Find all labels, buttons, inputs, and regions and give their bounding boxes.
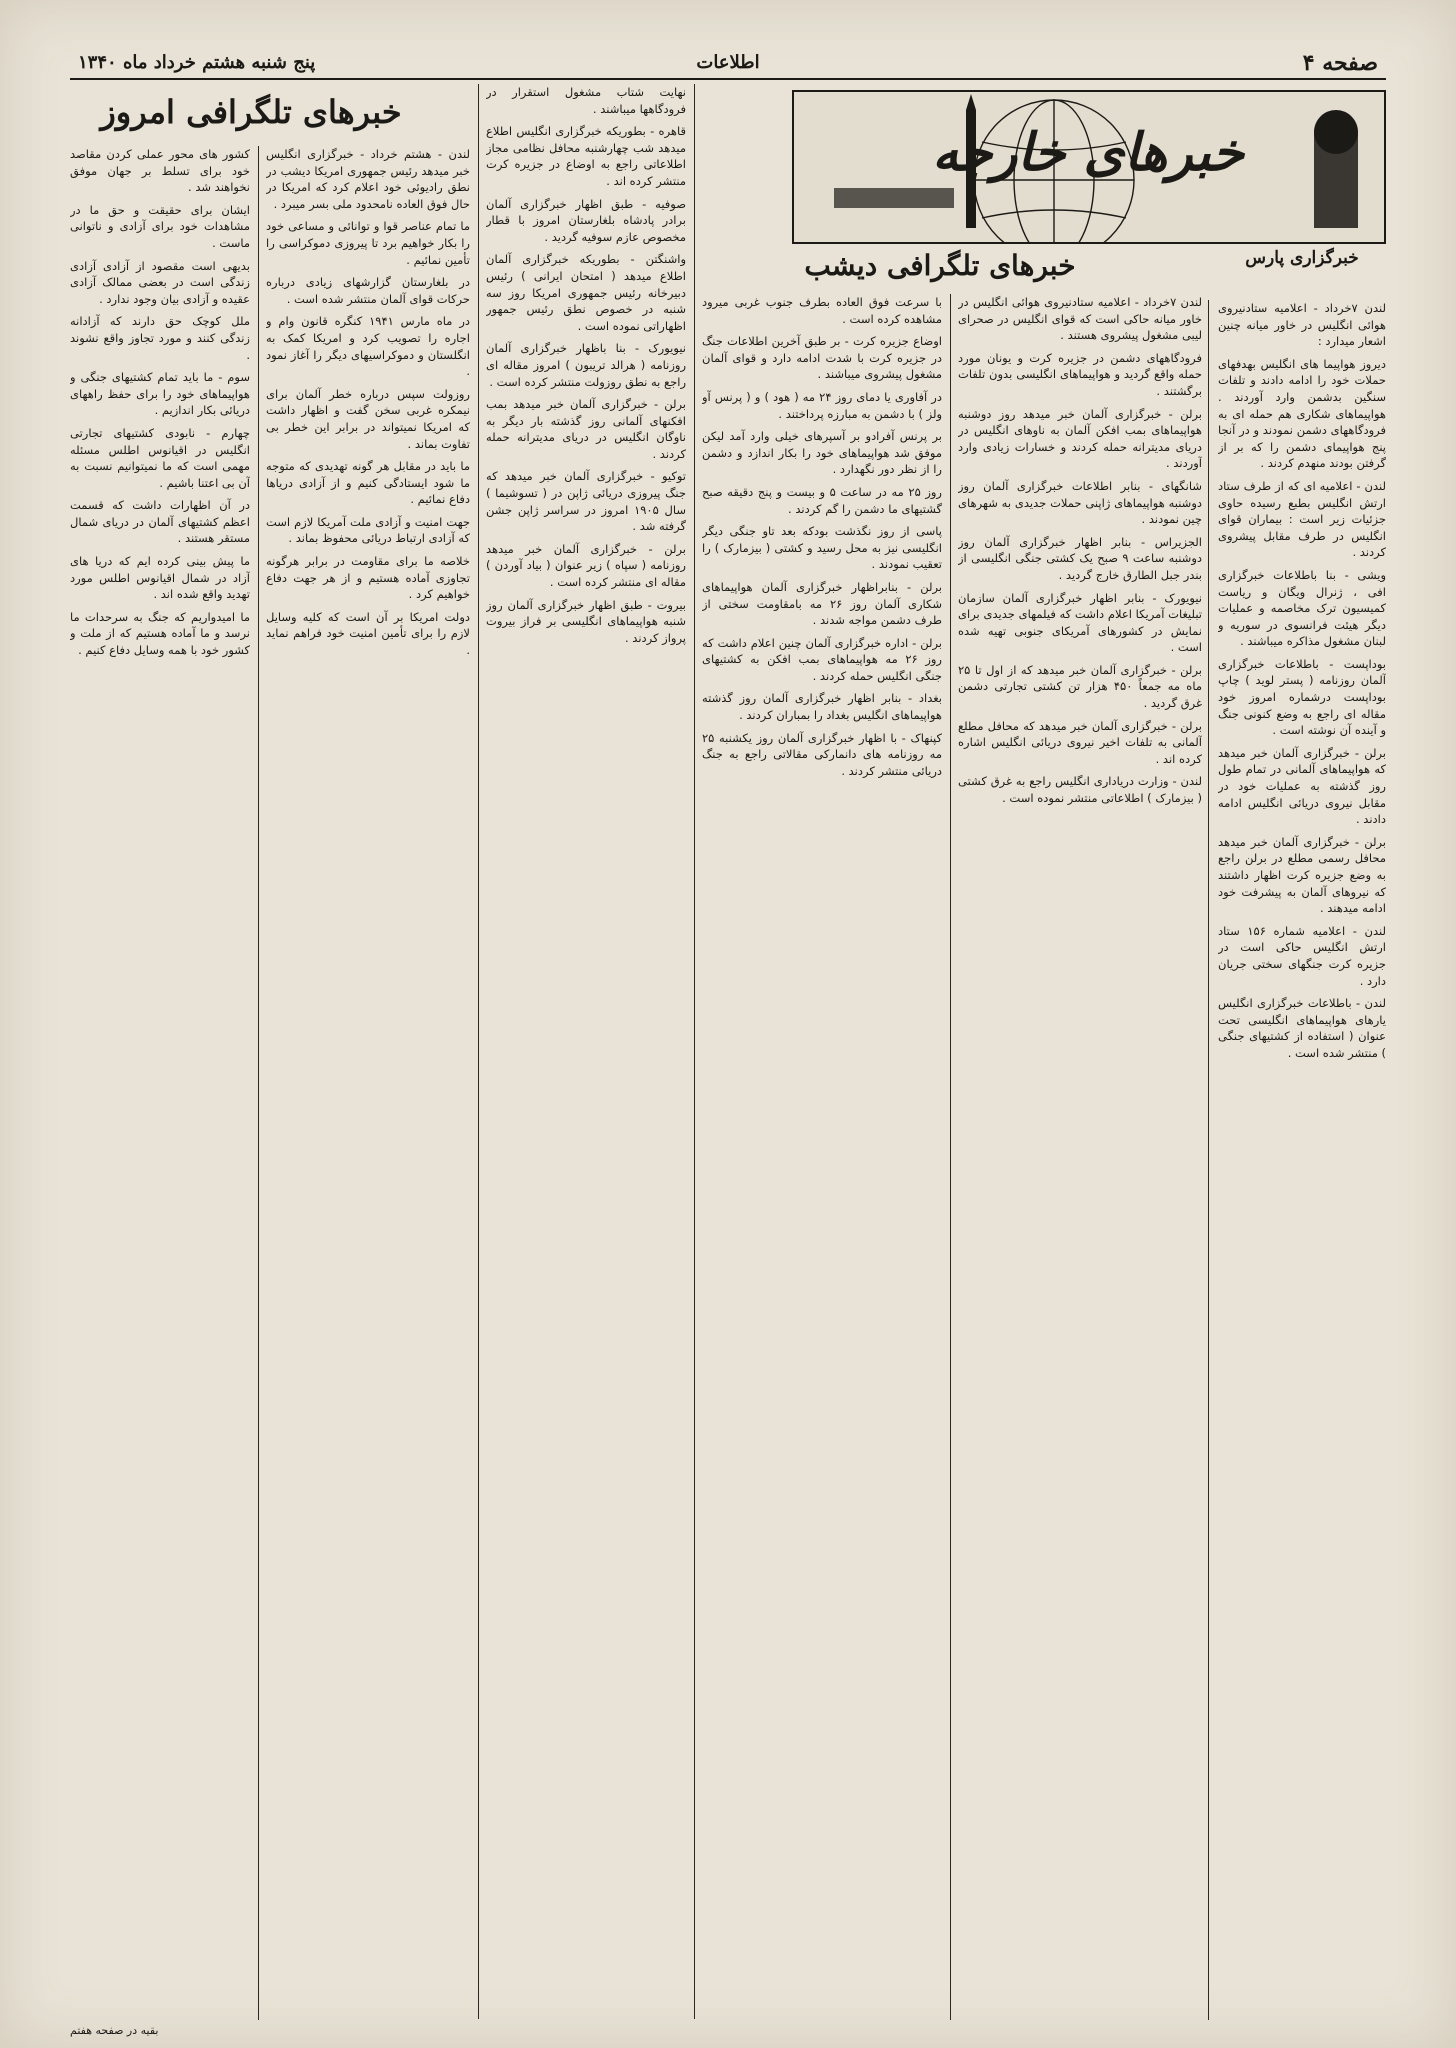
paragraph: در ماه مارس ۱۹۴۱ کنگره قانون وام و اجاره را تصویب کرد و امریکا کمک به انگلستان و دموکراسیهای دیگر را آغاز نمود . [266, 314, 470, 379]
paragraph: بر پرنس آفرادو بر آسپرهای خیلی وارد آمد لیکن موفق شد هواپیماهای خود را بکار اندازد و دشمن را از نظر دور نگهدارد . [702, 429, 942, 477]
paragraph: روزولت سپس درباره خطر آلمان برای نیمکره غربی سخن گفت و اظهار داشت که امریکا نمیتواند در برابر این خطر بی تفاوت بماند . [266, 386, 470, 451]
paragraph: لندن ۷خرداد - اعلامیه ستادنیروی هوائی انگلیس در خاور میانه چنین اشعار میدارد : [1218, 301, 1386, 349]
paragraph: بغداد - بنابر اظهار خبرگزاری آلمان روز گذشته هواپیماهای انگلیس بغداد را بمباران کردند . [702, 691, 942, 723]
paragraph: لندن ۷خرداد - اعلامیه ستادنیروی هوائی انگلیس در خاور میانه حاکی است که قوای انگلیس در صحرای لیبی مشغول پیشروی هستند . [958, 295, 1202, 343]
paragraph: در بلغارستان گزارشهای زیادی درباره حرکات قوای آلمان منتشر شده است . [266, 275, 470, 306]
paragraph: سوم - ما باید تمام کشتیهای جنگی و هواپیماهای خود را برای حفظ راههای دریائی بکار اندازیم . [70, 370, 250, 418]
paragraph: دیروز هواپیما های انگلیس بهدفهای حملات خود را ادامه دادند و تلفات سنگین بدشمن وارد آوردند . هواپیماهای شکاری هم حمله ای به فرودگاههای دشمن نمودند و در آنجا پنج هواپیمای دشمن را که بر از گرفتن بودند منهدم کردند . [1218, 356, 1386, 471]
paragraph: ما باید در مقابل هر گونه تهدیدی که متوجه ما شود ایستادگی کنیم و از آزادی دریاها دفاع نمائیم . [266, 459, 470, 507]
paragraph: برلن - خبرگزاری آلمان خبر میدهد که از اول تا ۲۵ ماه مه جمعاً ۴۵۰ هزار تن کشتی تجارتی دشمن غرق گردید . [958, 662, 1202, 711]
paragraph: لندن - هشتم خرداد - خبرگزاری انگلیس خبر میدهد رئیس جمهوری امریکا دیشب در نطق رادیوئی خود اعلام کرد که امریکا در حال فوق العاده نامحدود ملی بسر میبرد . [266, 147, 470, 211]
paragraph: بیروت - طبق اظهار خبرگزاری آلمان روز شنبه هواپیماهای انگلیسی بر فراز بیروت پرواز کردند . [486, 597, 686, 645]
paragraph: برلن - خبرگزاری آلمان خبر میدهد روز دوشنبه هواپیماهای بمب افکن آلمان به ناوهای انگلیس در دریای مدیترانه حمله کردند و خسارات زیادی وارد آوردند . [958, 406, 1202, 471]
logo-title: خبرهای خارجه [932, 122, 1244, 183]
paragraph: ویشی - بنا باطلاعات خبرگزاری افی ، ژنرال ویگان و ریاست کمیسیون ترک مخاصمه و عملیات دیگر هیئت فرانسوی در سوریه و لبنان مشغول مذاکره میباشند . [1218, 567, 1386, 649]
paragraph: بدیهی است مقصود از آزادی آزادی زندگی است در بعضی ممالک آزادی عقیده و آزادی بیان وجود ندارد . [70, 258, 250, 306]
paragraph: جهت امنیت و آزادی ملت آمریکا لازم است که آزادی ارتباط دریائی محفوظ بماند . [266, 514, 470, 546]
agency-label: خبرگزاری پارس [1245, 248, 1359, 268]
paragraph: برلن - خبرگزاری آلمان خبر میدهد که هواپیماهای آلمانی در تمام طول روز گذشته به عملیات خود در مقابل نیروی دریائی انگلیس ادامه دادند . [1218, 745, 1386, 827]
paragraph: برلن - خبرگزاری آلمان خبر میدهد بمب افکنهای آلمانی روز گذشته بار دیگر به ناوگان انگلیس در دریای مدیترانه حمله کردند . [486, 397, 686, 461]
issue-date: پنج شنبه هشتم خرداد ماه ۱۳۴۰ [78, 52, 316, 73]
paragraph: خلاصه ما برای مقاومت در برابر هرگونه تجاوزی آماده هستیم و از هر جهت دفاع خواهیم کرد . [266, 554, 470, 602]
foreign-news-logo [792, 90, 1386, 244]
paragraph: الجزیراس - بنابر اظهار خبرگزاری آلمان روز دوشنبه ساعت ۹ صبح یک کشتی جنگی انگلیسی از بندر جبل الطارق خارج گردید . [958, 534, 1202, 582]
column-rule [258, 146, 259, 2020]
paragraph: در آفاوری یا دمای روز ۲۴ مه ( هود ) و ( پرنس آو ولز ) با دشمن به مبارزه پرداختند . [702, 389, 942, 421]
paragraph: برلن - بنابراظهار خبرگزاری آلمان هواپیماهای شکاری آلمان روز ۲۶ مه بامقاومت سختی از طرف دشمن مواجه شدند . [702, 579, 942, 628]
paragraph: با سرعت فوق العاده بطرف جنوب غربی میرود مشاهده کرده است . [702, 295, 942, 326]
paragraph: برلن - اداره خبرگزاری آلمان چنین اعلام داشت که روز ۲۶ مه هواپیماهای بمب افکن به کشتیهای جنگی انگلیس حمله کردند . [702, 635, 942, 683]
paragraph: ایشان برای حقیقت و حق ما در مشاهدات خود برای آزادی و ناتوانی ماست . [70, 202, 250, 250]
paragraph: نیویورک - بنا باظهار خبرگزاری آلمان روزنامه ( هرالد تریبون ) امروز مقاله ای راجع به نطق روزولت منتشر کرده است . [486, 341, 686, 389]
paragraph: لندن - اعلامیه شماره ۱۵۶ ستاد ارتش انگلیس حاکی است در جزیره کرت جنگهای سختی جریان دارد . [1218, 923, 1386, 988]
paragraph: در آن اظهارات داشت که قسمت اعظم کشتیهای آلمان در دریای شمال مستقر هستند . [70, 498, 250, 546]
masthead [70, 48, 1386, 80]
paragraph: برلن - خبرگزاری آلمان خبر میدهد روزنامه ( سپاه ) زیر عنوان ( بیاد آوردن ) مقاله ای منتشر کرده است . [486, 541, 686, 590]
paragraph: واشنگتن - بطوریکه خبرگزاری آلمان اطلاع میدهد ( امتحان ایرانی ) رئیس دبیرخانه رئیس جمهوری امریکا روز سه شنبه در خصوص نطق رئیس جمهور اظهاراتی نموده است . [486, 252, 686, 333]
paragraph: بوداپست - باطلاعات خبرگزاری آلمان روزنامه ( پستر لوید ) چاپ بوداپست درشماره امروز خود مقاله ای راجع به وضع کنونی جنگ و آینده آن نوشته است . [1218, 656, 1386, 738]
paragraph: صوفیه - طبق اظهار خبرگزاری آلمان برادر پادشاه بلغارستان امروز با قطار مخصوص عازم سوفیه گردید . [486, 196, 686, 244]
paragraph: قاهره - بطوریکه خبرگزاری انگلیس اطلاع میدهد شب چهارشنبه محافل نظامی مجاز اطلاعاتی راجع به اوضاع در جزیره کرت منتشر کرده اند . [486, 124, 686, 188]
paragraph: توکیو - خبرگزاری آلمان خبر میدهد که جنگ پیروزی دریائی ژاپن در ( تسوشیما ) سال ۱۹۰۵ امروز در سراسر ژاپن جشن گرفته شد . [486, 469, 686, 534]
column-5 [266, 146, 470, 2020]
paragraph: روز ۲۵ مه در ساعت ۵ و بیست و پنج دقیقه صبح گشتیهای ما دشمن را گم کردند . [702, 484, 942, 516]
paragraph: نهایت شتاب مشغول استقرار در فرودگاهها میباشند . [486, 85, 686, 116]
paragraph: کشور های محور عملی کردن مقاصد خود برای تسلط بر جهان موفق نخواهند شد . [70, 147, 250, 195]
publication-name: اطلاعات [696, 52, 760, 73]
paragraph: چهارم - نابودی کشتیهای تجارتی انگلیس در اقیانوس اطلس مسئله مهمی است که ما نمیتوانیم نسبت به آن بی اعتنا باشیم . [70, 425, 250, 490]
paragraph: لندن - باطلاعات خبرگزاری انگلیس یارهای هواپیماهای انگلیسی تحت عنوان ( استفاده از کشتیهای جنگی ) منتشر شده است . [1218, 996, 1386, 1060]
paragraph: لندن - وزارت دریاداری انگلیس راجع به غرق کشتی ( بیزمارک ) اطلاعاتی منتشر نموده است . [958, 774, 1202, 806]
paragraph: فرودگاههای دشمن در جزیره کرت و یونان مورد حمله واقع گردید و هواپیماهای انگلیسی بدون تلفات برگشتند . [958, 350, 1202, 398]
column-4 [486, 84, 686, 2020]
column-left [70, 146, 250, 2020]
paragraph: دولت امریکا بر آن است که کلیه وسایل لازم را برای تأمین امنیت خود فراهم نماید . [266, 609, 470, 658]
paragraph: برلن - خبرگزاری آلمان خبر میدهد که محافل مطلع آلمانی به تلفات اخیر نیروی دریائی انگلیس اشاره کرده اند . [958, 718, 1202, 766]
page-number: صفحه ۴ [1302, 50, 1378, 76]
paragraph: برلن - خبرگزاری آلمان خبر میدهد محافل رسمی مطلع در برلن راجع به وضع جزیره کرت اظهار داشتند که نیروهای آلمان به پیشرفت خود ادامه میدهند . [1218, 834, 1386, 916]
paragraph: پاسی از روز نگذشت بودکه بعد تاو جنگی دیگر انگلیسی نیز به محل رسید و کشتی ( بیزمارک ) را تعقیب نمودند . [702, 524, 942, 572]
paragraph: لندن - اعلامیه ای که از طرف ستاد ارتش انگلیس بطبع رسیده حاوی جزئیات زیر است : بیماران قوای انگلیس در طرف مقابل پیشروی کردند . [1218, 478, 1386, 560]
paragraph: اوضاع جزیره کرت - بر طبق آخرین اطلاعات جنگ در جزیره کرت با شدت ادامه دارد و قوای آلمان مشغول پیشروی میباشند . [702, 334, 942, 382]
paragraph: شانگهای - بنابر اطلاعات خبرگزاری آلمان روز دوشنبه هواپیماهای ژاپنی حملات جدیدی به شهرهای چین نمودند . [958, 478, 1202, 527]
paragraph: ملل کوچک حق دارند که آزادانه زندگی کنند و مورد تجاوز واقع نشوند . [70, 314, 250, 362]
headline-telegraph-lastnight: خبرهای تلگرافی دیشب [804, 249, 1076, 282]
column-2 [958, 294, 1202, 2020]
column-rule [950, 294, 951, 2020]
column-rule [478, 84, 479, 2019]
column-rule [694, 84, 695, 2019]
headline-telegraph-today: خبرهای تلگرافی امروز [100, 93, 402, 131]
paragraph: نیویورک - بنابر اظهار خبرگزاری آلمان سازمان تبلیغات آمریکا اعلام داشت که فیلمهای جدیدی برای نمایش در کشورهای آمریکای جنوبی تهیه شده است . [958, 590, 1202, 655]
paragraph: ما پیش بینی کرده ایم که دریا های آزاد در شمال اقیانوس اطلس مورد تهدید واقع شده اند . [70, 554, 250, 602]
paragraph: کپنهاک - با اظهار خبرگزاری آلمان روز یکشنبه ۲۵ مه روزنامه های دانمارکی مقالاتی راجع به جنگ دریائی منتشر کردند . [702, 730, 942, 778]
continued-note: بقیه در صفحه هفتم [70, 2024, 159, 2037]
paragraph: ما تمام عناصر قوا و توانائی و مساعی خود را بکار خواهیم برد تا پیروزی دموکراسی را تأمین نمائیم . [266, 219, 470, 267]
column-right [1218, 300, 1386, 2020]
column-3 [702, 294, 942, 2020]
column-rule [1208, 300, 1209, 2020]
paragraph: ما امیدواریم که جنگ به سرحدات ما نرسد و ما آماده هستیم که از ملت و کشور خود با همه وسایل دفاع کنیم . [70, 609, 250, 658]
